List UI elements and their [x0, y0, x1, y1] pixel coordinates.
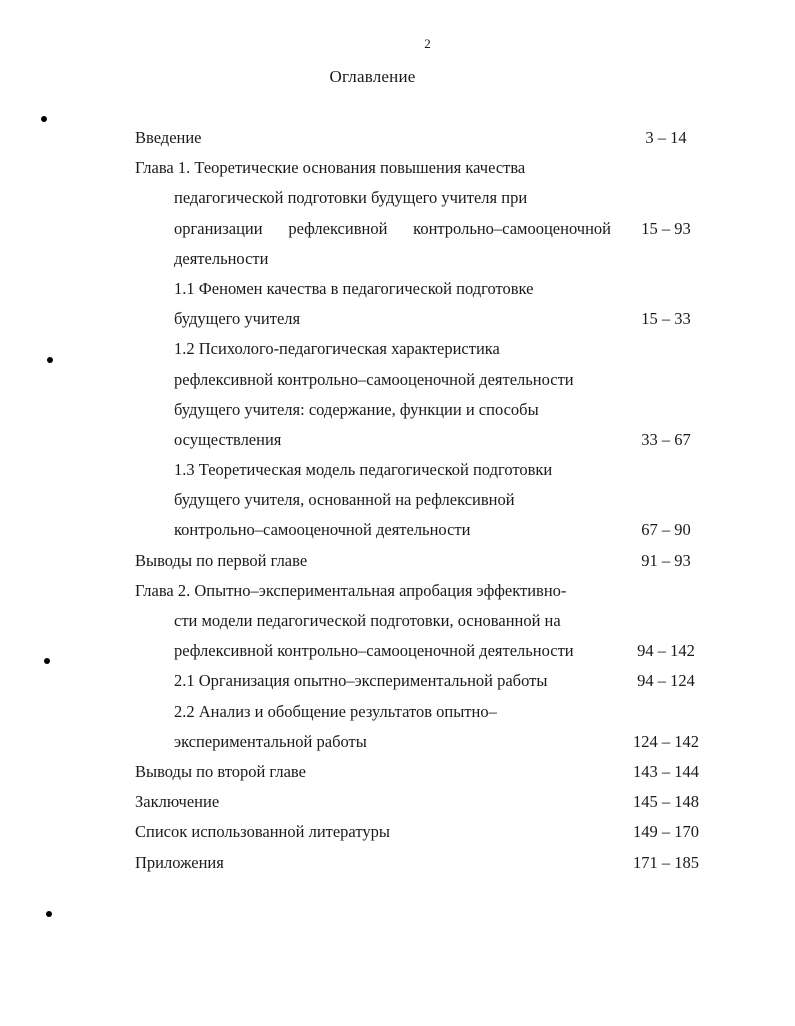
toc-entry	[0, 183, 795, 213]
toc-entry-text: педагогической подготовки будущего учителя при	[174, 188, 528, 208]
binder-hole-mark	[46, 911, 52, 917]
toc-entry-text: Глава 1. Теоретические основания повышения качества	[135, 158, 526, 178]
toc-entry-page-range: 145 – 148	[633, 792, 699, 812]
toc-entry-text: сти модели педагогической подготовки, основанной на	[174, 611, 561, 630]
toc-entry-page-range: 3 – 14	[645, 128, 687, 147]
toc-entry-text: Выводы по первой главе	[135, 550, 308, 570]
toc-entry-text: организации рефлексивной контрольно–самооценочной	[174, 218, 611, 238]
toc-entry	[0, 425, 795, 455]
toc-entry	[0, 848, 795, 878]
binder-hole-mark	[47, 357, 53, 363]
toc-entry	[0, 817, 795, 847]
toc-entry-text: экспериментальной работы	[174, 731, 367, 751]
binder-hole-mark	[44, 658, 50, 664]
toc-entry-text: Введение	[135, 128, 202, 147]
toc-entry-page-range: 15 – 33	[641, 309, 691, 329]
toc-entry-page-range: 91 – 93	[641, 550, 691, 570]
toc-entry	[0, 606, 795, 636]
toc-entry	[0, 727, 795, 757]
toc-entry-text: осуществления	[174, 429, 282, 449]
toc-entry-text: 1.2 Психолого-педагогическая характеристика	[174, 339, 500, 359]
toc-entry	[0, 666, 795, 696]
toc-entry	[0, 244, 795, 274]
toc-entry-page-range: 143 – 144	[633, 761, 699, 781]
toc-entry-page-range: 124 – 142	[633, 731, 699, 751]
toc-entry-text: будущего учителя, основанной на рефлексивной	[174, 490, 515, 510]
toc-entry-text: будущего учителя: содержание, функции и способы	[174, 399, 539, 419]
binder-hole-mark	[41, 116, 47, 122]
toc-entry	[0, 455, 795, 485]
toc-entry-page-range: 33 – 67	[641, 429, 691, 449]
toc-entry-text: Приложения	[135, 852, 224, 872]
table-of-contents	[0, 123, 795, 878]
toc-entry	[0, 787, 795, 817]
toc-entry-page-range: 94 – 142	[637, 641, 695, 661]
toc-entry-text: Выводы по второй главе	[135, 761, 306, 781]
toc-entry	[0, 636, 795, 666]
toc-entry-text: 1.3 Теоретическая модель педагогической подготовки	[174, 460, 553, 480]
toc-entry-page-range: 149 – 170	[633, 822, 699, 842]
toc-entry	[0, 697, 795, 727]
toc-entry-text: Список использованной литературы	[135, 822, 390, 842]
toc-entry	[0, 153, 795, 183]
page-number: 2	[424, 36, 431, 51]
toc-entry	[0, 546, 795, 576]
toc-entry-text: рефлексивной контрольно–самооценочной деятельности	[174, 369, 574, 389]
toc-entry	[0, 214, 795, 244]
toc-entry	[0, 123, 795, 153]
toc-entry	[0, 576, 795, 606]
toc-entry	[0, 274, 795, 304]
toc-entry	[0, 304, 795, 334]
toc-entry-text: Глава 2. Опытно–экспериментальная апробация эффективно-	[135, 580, 567, 600]
toc-entry-page-range: 171 – 185	[633, 852, 699, 872]
toc-entry-text: 2.1 Организация опытно–экспериментальной работы	[174, 671, 548, 691]
toc-entry	[0, 757, 795, 787]
toc-entry	[0, 365, 795, 395]
toc-entry	[0, 334, 795, 364]
toc-entry-text: Заключение	[135, 792, 220, 812]
toc-entry	[0, 395, 795, 425]
toc-entry-text: будущего учителя	[174, 309, 301, 329]
toc-entry-page-range: 15 – 93	[641, 218, 691, 238]
toc-entry-page-range: 67 – 90	[641, 520, 691, 540]
toc-entry-text: контрольно–самооценочной деятельности	[174, 520, 471, 540]
toc-entry-text: 2.2 Анализ и обобщение результатов опытно–	[174, 701, 497, 721]
toc-entry-text: 1.1 Феномен качества в педагогической подготовке	[174, 278, 534, 298]
toc-entry-text: рефлексивной контрольно–самооценочной деятельности	[174, 641, 574, 661]
toc-entry-page-range: 94 – 124	[637, 671, 695, 691]
toc-title: Оглавление	[329, 67, 416, 86]
toc-entry-text: деятельности	[174, 248, 269, 268]
toc-entry	[0, 515, 795, 545]
toc-entry	[0, 485, 795, 515]
